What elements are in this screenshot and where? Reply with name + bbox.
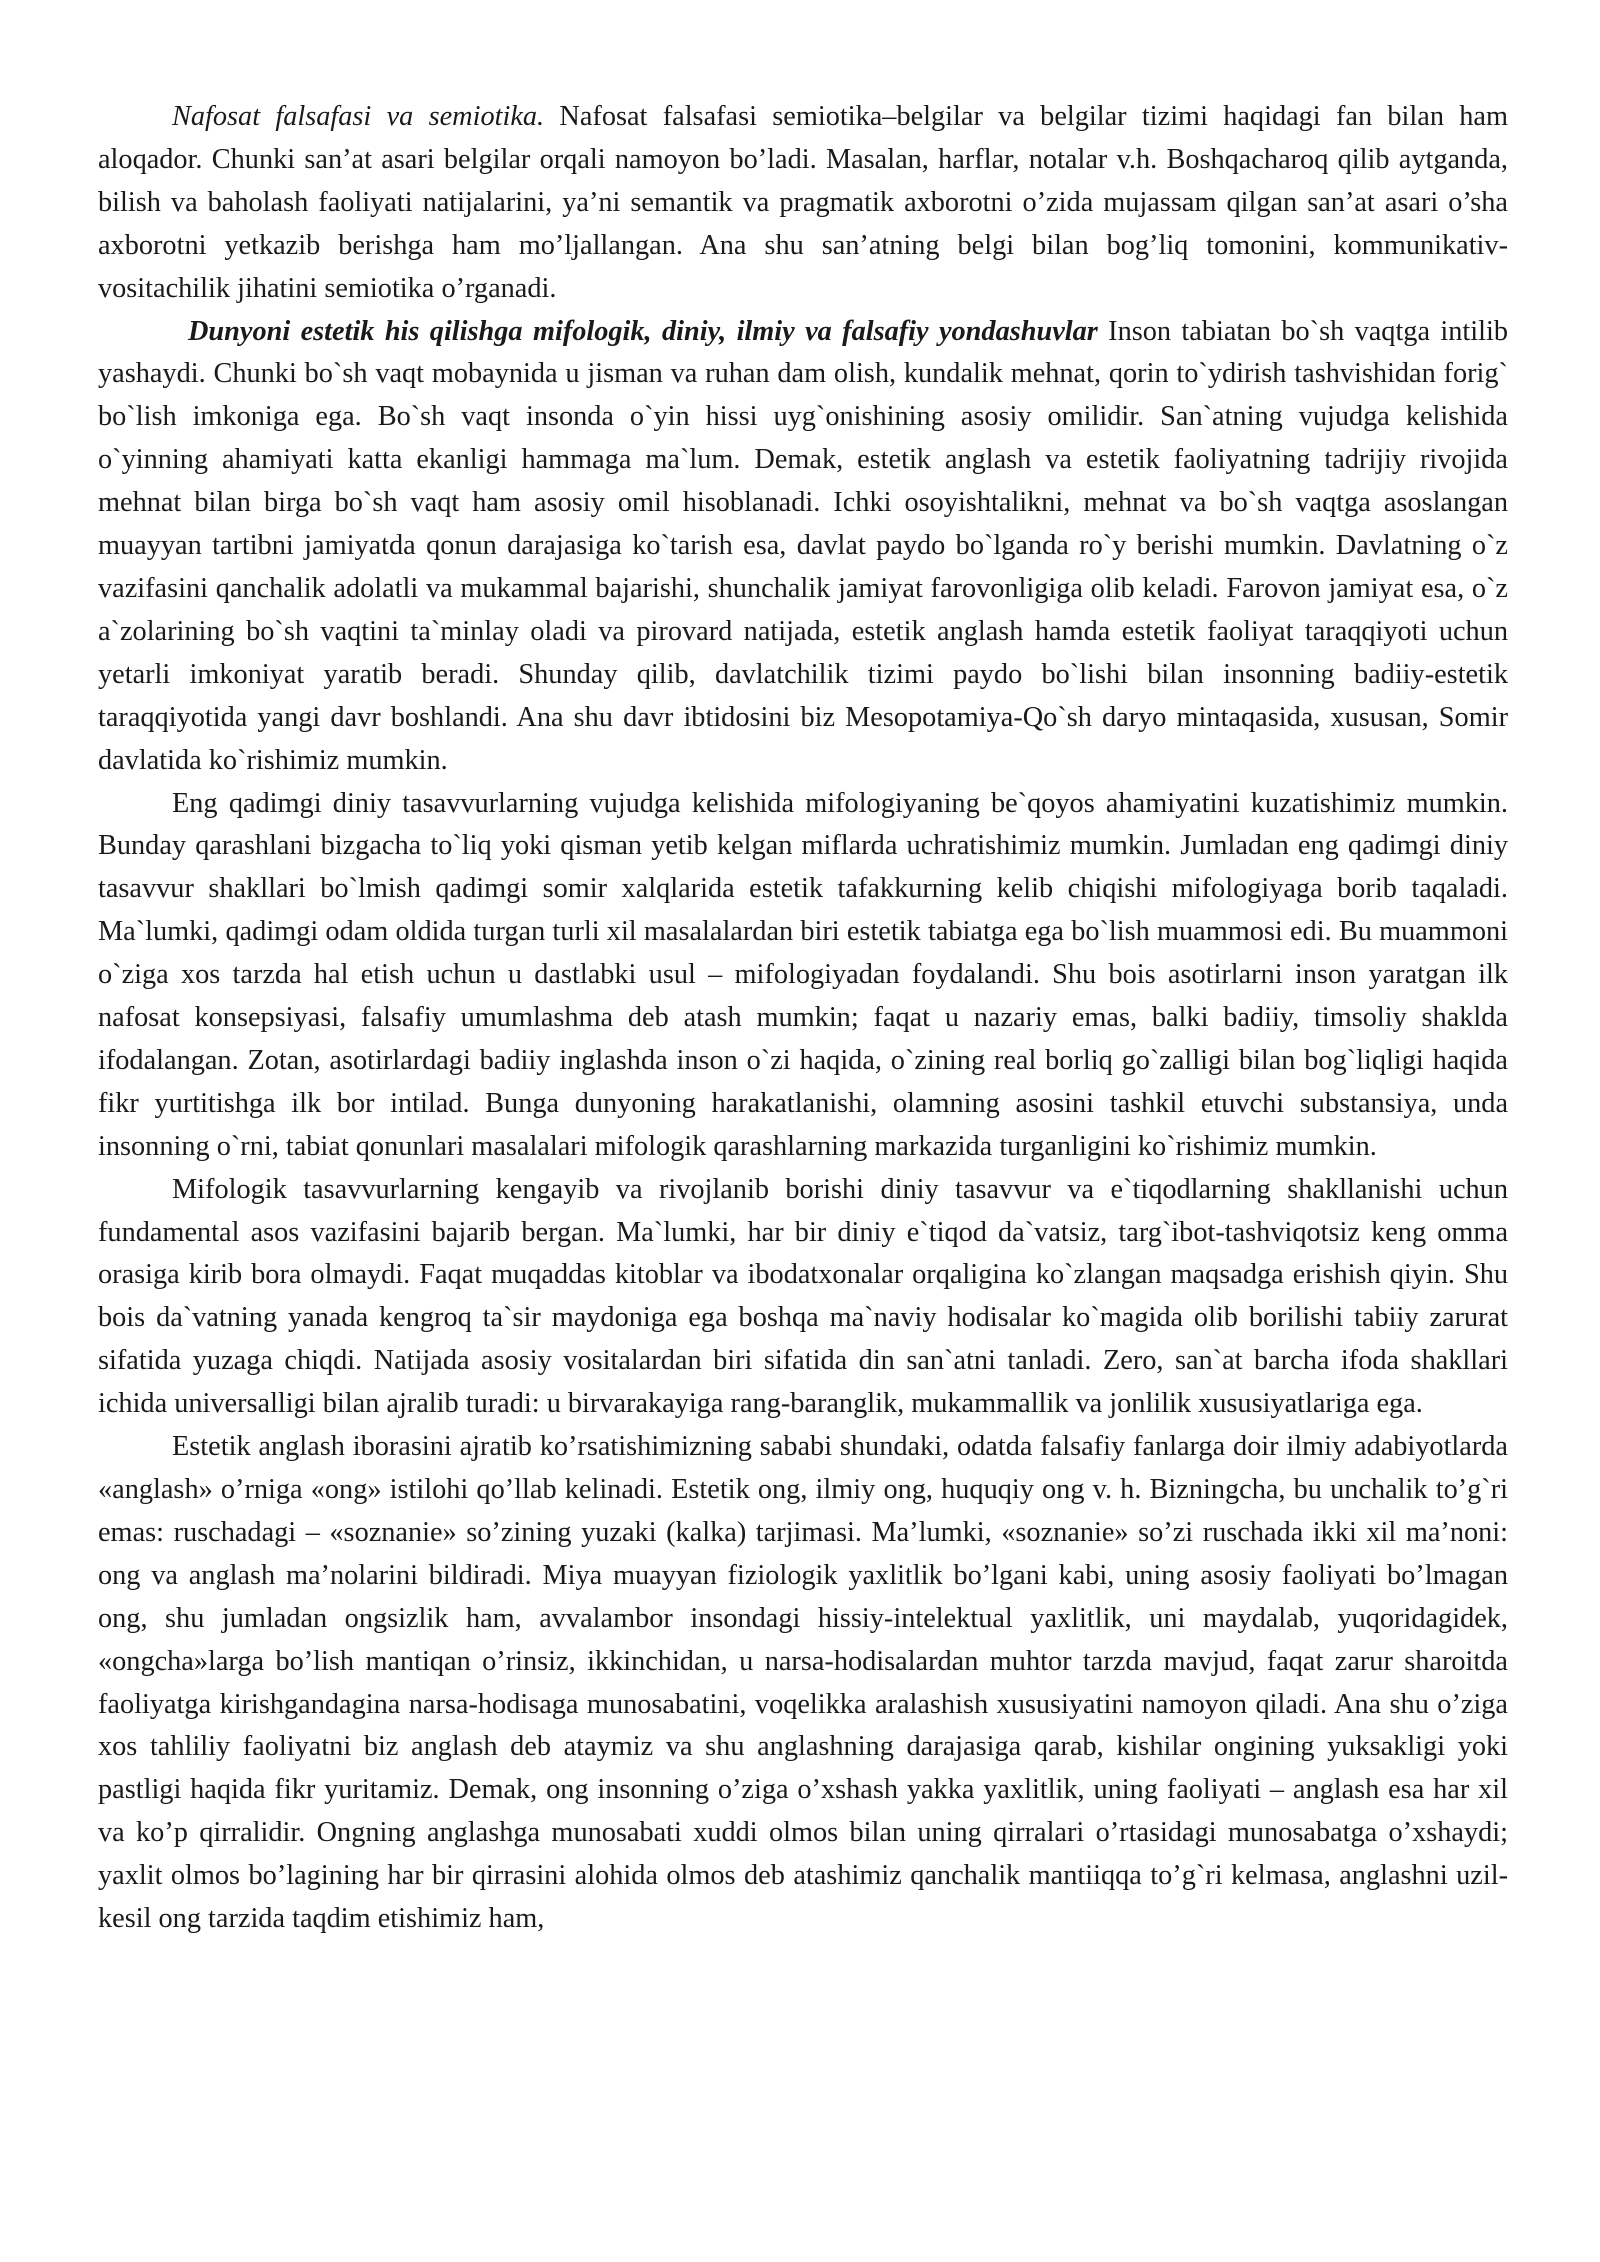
paragraph-aesthetic-approaches — [98, 311, 1508, 783]
paragraph-text: Nafosat falsafasi semiotika–belgilar va belgilar tizimi haqidagi fan bilan ham aloqador. Chunki san’at asari belgilar orqali namoyon bo’ladi. Masalan, harflar, notalar v.h. Boshqacharoq qilib aytganda, bilish va baholash faoliyati natijalarini, ya’ni semantik va pragmatik axborotni o’zida mujassam qilgan san’at asari o’sha axborotni yetkazib berishga ham mo’ljallangan. Ana shu san’atning belgi bilan bog’liq tomonini, kommunikativ-vositachilik jihatini semiotika o’rganadi. — [98, 101, 1508, 304]
paragraph-heading: Nafosat falsafasi va semiotika. — [172, 101, 545, 132]
paragraph-mythology — [98, 783, 1508, 1169]
paragraph-text: Inson tabiatan bo`sh vaqtga intilib yashaydi. Chunki bo`sh vaqt mobaynida u jisman va ruhan dam olish, kundalik mehnat, qorin to`ydirish tashvishidan forig` bo`lish imkoniga ega. Bo`sh vaqt insonda o`yin hissi uyg`onishining asosiy omilidir. San`atning vujudga kelishida o`yinning ahamiyati katta ekanligi hammaga ma`lum. Demak, estetik anglash va estetik faoliyatning tadrijiy rivojida mehnat bilan birga bo`sh vaqt ham asosiy omil hisoblanadi. Ichki osoyishtalikni, mehnat va bo`sh vaqtga asoslangan muayyan tartibni jamiyatda qonun darajasiga ko`tarish esa, davlat paydo bo`lganda ro`y berishi mumkin. Davlatning o`z vazifasini qanchalik adolatli va mukammal bajarishi, shunchalik jamiyat farovonligiga olib keladi. Farovon jamiyat esa, o`z a`zolarining bo`sh vaqtini ta`minlay oladi va pirovard natijada, estetik anglash hamda estetik faoliyat taraqqiyoti uchun yetarli imkoniyat yaratib beradi. Shunday qilib, davlatchilik tizimi paydo bo`lishi bilan insonning badiiy-estetik taraqqiyotida yangi davr boshlandi. Ana shu davr ibtidosini biz Mesopotamiya-Qo`sh daryo mintaqasida, xususan, Somir davlatida ko`rishimiz mumkin. — [98, 315, 1508, 776]
paragraph-text: Mifologik tasavvurlarning kengayib va rivojlanib borishi diniy tasavvur va e`tiqodlarning shakllanishi uchun fundamental asos vazifasini bajarib bergan. Ma`lumki, har bir diniy e`tiqod da`vatsiz, targ`ibot-tashviqotsiz keng omma orasiga kirib bora olmaydi. Faqat muqaddas kitoblar va ibodatxonalar orqaligina ko`zlangan maqsadga erishish qiyin. Shu bois da`vatning yanada kengroq ta`sir maydoniga ega boshqa ma`naviy hodisalar ko`magida olib borilishi tabiiy zarurat sifatida yuzaga chiqdi. Natijada asosiy vositalardan biri sifatida din san`atni tanladi. Zero, san`at barcha ifoda shakllari ichida universalligi bilan ajralib turadi: u birvarakayiga rang-baranglik, mukammallik va jonlilik xususiyatlariga ega. — [98, 1173, 1508, 1420]
paragraph-text: Estetik anglash iborasini ajratib ko’rsatishimizning sababi shundaki, odatda falsafiy fanlarga doir ilmiy adabiyotlarda «anglash» o’rniga «ong» istilohi qo’llab kelinadi. Estetik ong, ilmiy ong, huquqiy ong v. h. Bizningcha, bu unchalik to’g`ri emas: ruschadagi – «soznanie» so’zining yuzaki (kalka) tarjimasi. Ma’lumki, «soznanie» so’zi ruschada ikki xil ma’noni: ong va anglash ma’nolarini bildiradi. Miya muayyan fiziologik yaxlitlik bo’lgani kabi, uning asosiy faoliyati bo’lmagan ong, shu jumladan ongsizlik ham, avvalambor insondagi hissiy-intelektual yaxlitlik, uni maydalab, yuqoridagidek, «ongcha»larga bo’lish mantiqan o’rinsiz, ikkinchidan, u narsa-hodisalardan muhtor tarzda mavjud, faqat zarur sharoitda faoliyatga kirishgandagina narsa-hodisaga munosabatini, voqelikka aralashish xususiyatini namoyon qiladi. Ana shu o’ziga xos tahliliy faoliyatni biz anglash deb ataymiz va shu anglashning darajasiga qarab, kishilar ongining yuksakligi yoki pastligi haqida fikr yuritamiz. Demak, ong insonning o’ziga o’xshash yakka yaxlitlik, uning faoliyati – anglash esa har xil va ko’p qirralidir. Ongning anglashga munosabati xuddi olmos bilan uning qirralari o’rtasidagi munosabatga o’xshaydi; yaxlit olmos bo’lagining har bir qirrasini alohida olmos deb atashimiz qanchalik mantiiqqa to’g`ri kelmasa, anglashni uzil-kesil ong tarzida taqdim etishimiz ham, — [98, 1431, 1508, 1935]
section-heading: Dunyoni estetik his qilishga mifologik, diniy, ilmiy va falsafiy yondashuvlar — [188, 315, 1098, 347]
paragraph-text: Eng qadimgi diniy tasavvurlarning vujudga kelishida mifologiyaning be`qoyos ahamiyatini kuzatishimiz mumkin. Bunday qarashlani bizgacha to`liq yoki qisman yetib kelgan miflarda uchratishimiz mumkin. Jumladan eng qadimgi diniy tasavvur shakllari bo`lmish qadimgi somir xalqlarida estetik tafakkurning kelib chiqishi mifologiyaga borib taqaladi. Ma`lumki, qadimgi odam oldida turgan turli xil masalalardan biri estetik tabiatga ega bo`lish muammosi edi. Bu muammoni o`ziga xos tarzda hal etish uchun u dastlabki usul – mifologiyadan foydalandi. Shu bois asotirlarni inson yaratgan ilk nafosat konsepsiyasi, falsafiy umumlashma deb atash mumkin; faqat u nazariy emas, balki badiiy, timsoliy shaklda ifodalangan. Zotan, asotirlardagi badiiy inglashda inson o`zi haqida, o`zining real borliq go`zalligi bilan bog`liqligi haqida fikr yurtitishga ilk bor intilad. Bunga dunyoning harakatlanishi, olamning asosini tashkil etuvchi substansiya, unda insonning o`rni, tabiat qonunlari masalalari mifologik qarashlarning markazida turganligini ko`rishimiz mumkin. — [98, 787, 1508, 1162]
paragraph-aesthetic-cognition — [98, 1426, 1508, 1941]
paragraph-religion-art — [98, 1169, 1508, 1426]
document-page — [98, 96, 1508, 1941]
paragraph-semiotics — [98, 96, 1508, 311]
